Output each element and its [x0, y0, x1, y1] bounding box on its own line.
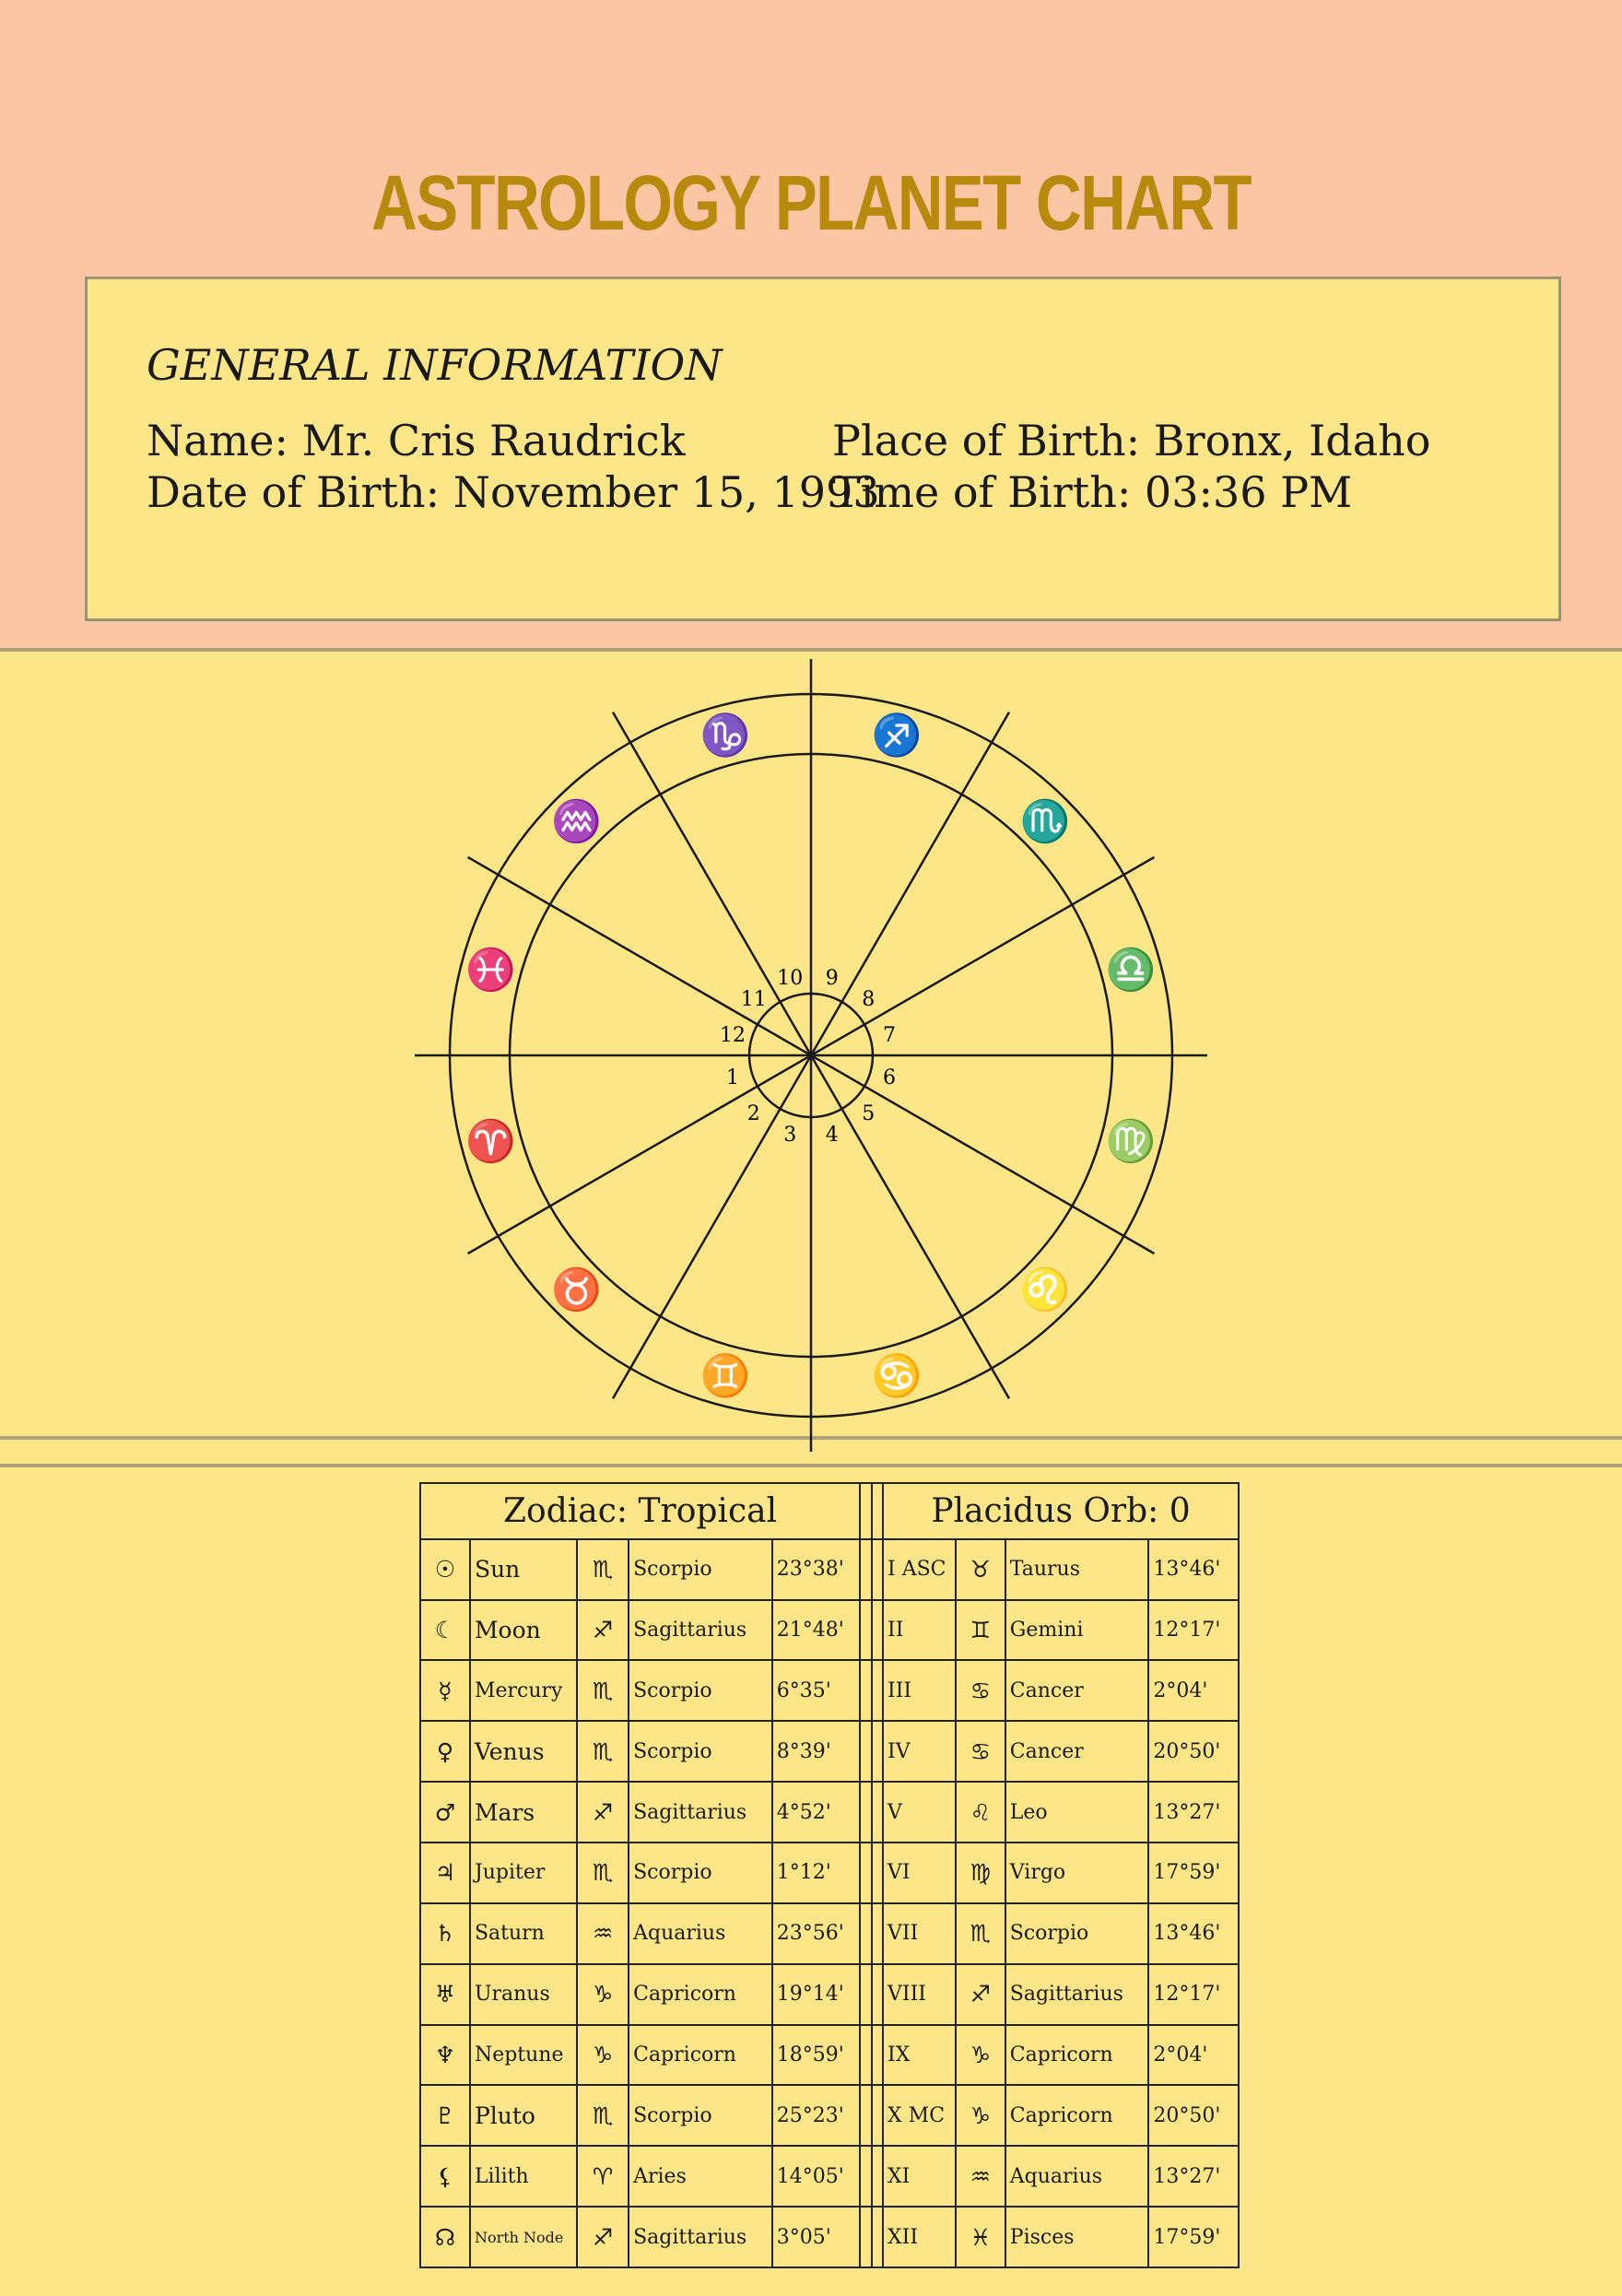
sign-name: Scorpio [629, 1721, 772, 1782]
spacer-cell [872, 1843, 883, 1903]
spacer-cell [860, 1539, 871, 1600]
house-number-label: 2 [746, 1102, 760, 1126]
house-degree: 17°59' [1148, 2207, 1239, 2267]
spacer-cell [872, 1782, 883, 1843]
planet-name: Neptune [470, 2025, 577, 2086]
spacer-cell [860, 1483, 871, 1539]
table-row [420, 2085, 1239, 2146]
house-sign-name: Gemini [1005, 1600, 1149, 1661]
gemini-icon: ♊ [699, 1352, 751, 1400]
house-sign-name: Cancer [1005, 1660, 1149, 1721]
house-degree: 12°17' [1148, 1964, 1239, 2025]
virgo-icon: ♍ [1105, 1118, 1157, 1166]
planet-name: Saturn [470, 1903, 577, 1964]
sign-name: Capricorn [629, 2025, 772, 2086]
sign-glyph-icon: ♏ [577, 1660, 629, 1721]
sign-glyph-icon: ♏ [577, 1721, 629, 1782]
house-number-label: 3 [783, 1124, 797, 1148]
degree: 23°56' [772, 1903, 860, 1964]
planet-glyph-icon: ☿ [420, 1660, 470, 1721]
spacer-cell [860, 1903, 871, 1964]
cancer-icon: ♋ [871, 1352, 923, 1400]
table-row [420, 1903, 1239, 1964]
house-degree: 20°50' [1148, 2085, 1239, 2146]
sagittarius-icon: ♐ [871, 712, 923, 759]
table-row [420, 2207, 1239, 2267]
sign-name: Sagittarius [629, 1782, 772, 1843]
degree: 6°35' [772, 1660, 860, 1721]
house-sign-glyph-icon: ♊ [956, 1600, 1005, 1661]
spacer-cell [872, 1600, 883, 1661]
sign-name: Sagittarius [629, 2207, 772, 2267]
spacer-cell [860, 1600, 871, 1661]
house-sign-glyph-icon: ♋ [956, 1721, 1005, 1782]
house-sign-glyph-icon: ♑ [956, 2025, 1005, 2086]
planet-glyph-icon: ♅ [420, 1964, 470, 2025]
house-number-label: 12 [719, 1024, 746, 1048]
house-number-label: 5 [862, 1102, 876, 1126]
libra-icon: ♎ [1105, 946, 1157, 994]
planet-glyph-icon: ☾ [420, 1600, 470, 1661]
house-sign-glyph-icon: ♐ [956, 1964, 1005, 2025]
house-sign-name: Leo [1005, 1782, 1149, 1843]
spacer-cell [872, 1483, 883, 1539]
spacer-cell [872, 1721, 883, 1782]
zodiac-header: Zodiac: Tropical [420, 1483, 860, 1539]
spacer-cell [872, 2207, 883, 2267]
planet-glyph-icon: ☊ [420, 2207, 470, 2267]
time-of-birth-field: Time of Birth: 03:36 PM [832, 467, 1353, 517]
spacer-cell [860, 1660, 871, 1721]
table-row [420, 2025, 1239, 2086]
house-degree: 13°27' [1148, 2146, 1239, 2207]
house-sign-glyph-icon: ♑ [956, 2085, 1005, 2146]
planet-glyph-icon: ♆ [420, 2025, 470, 2086]
house-degree: 2°04' [1148, 2025, 1239, 2086]
planet-name: Venus [470, 1721, 577, 1782]
sign-glyph-icon: ♐ [577, 1782, 629, 1843]
house-sign-name: Virgo [1005, 1843, 1149, 1903]
place-of-birth-field: Place of Birth: Bronx, Idaho [832, 416, 1431, 465]
house-number: III [883, 1660, 956, 1721]
degree: 4°52' [772, 1782, 860, 1843]
house-sign-glyph-icon: ♋ [956, 1660, 1005, 1721]
planet-glyph-icon: ☉ [420, 1539, 470, 1600]
planet-name: Mars [470, 1782, 577, 1843]
house-number-label: 8 [862, 987, 876, 1011]
table-row [420, 1600, 1239, 1661]
table-row [420, 1721, 1239, 1782]
degree: 3°05' [772, 2207, 860, 2267]
planet-name: Jupiter [470, 1843, 577, 1903]
house-degree: 17°59' [1148, 1843, 1239, 1903]
table-row [420, 2146, 1239, 2207]
spacer-cell [872, 2146, 883, 2207]
spacer-cell [860, 2025, 871, 2086]
house-degree: 20°50' [1148, 1721, 1239, 1782]
sign-name: Scorpio [629, 2085, 772, 2146]
spacer-cell [872, 1964, 883, 2025]
planet-glyph-icon: ♃ [420, 1843, 470, 1903]
house-degree: 12°17' [1148, 1600, 1239, 1661]
sign-glyph-icon: ♐ [577, 2207, 629, 2267]
aries-icon: ♈ [465, 1118, 517, 1166]
planet-name: Uranus [470, 1964, 577, 2025]
sign-name: Scorpio [629, 1660, 772, 1721]
spacer-cell [860, 2146, 871, 2207]
spacer-cell [872, 2025, 883, 2086]
planet-name: Pluto [470, 2085, 577, 2146]
house-sign-name: Cancer [1005, 1721, 1149, 1782]
name-field: Name: Mr. Cris Raudrick [147, 416, 686, 465]
house-number: XI [883, 2146, 956, 2207]
sign-name: Capricorn [629, 1964, 772, 2025]
table-row [420, 1782, 1239, 1843]
table-row [420, 1539, 1239, 1600]
house-degree: 2°04' [1148, 1660, 1239, 1721]
degree: 14°05' [772, 2146, 860, 2207]
degree: 21°48' [772, 1600, 860, 1661]
house-number: X MC [883, 2085, 956, 2146]
pisces-icon: ♓ [465, 946, 517, 994]
sign-name: Scorpio [629, 1843, 772, 1903]
house-number: V [883, 1782, 956, 1843]
planet-name: Sun [470, 1539, 577, 1600]
sign-name: Sagittarius [629, 1600, 772, 1661]
planet-name: Mercury [470, 1660, 577, 1721]
spacer-cell [860, 1721, 871, 1782]
planet-glyph-icon: ♂ [420, 1782, 470, 1843]
table-row [420, 1964, 1239, 2025]
sign-glyph-icon: ♏ [577, 2085, 629, 2146]
house-degree: 13°46' [1148, 1539, 1239, 1600]
house-sign-glyph-icon: ♍ [956, 1843, 1005, 1903]
house-sign-glyph-icon: ♓ [956, 2207, 1005, 2267]
planet-glyph-icon: ♀ [420, 1721, 470, 1782]
degree: 8°39' [772, 1721, 860, 1782]
house-sign-glyph-icon: ♒ [956, 2146, 1005, 2207]
capricorn-icon: ♑ [699, 712, 751, 759]
degree: 1°12' [772, 1843, 860, 1903]
planet-glyph-icon: ♄ [420, 1903, 470, 1964]
house-degree: 13°46' [1148, 1903, 1239, 1964]
house-sign-name: Scorpio [1005, 1903, 1149, 1964]
house-number-label: 11 [740, 987, 767, 1011]
sign-glyph-icon: ♑ [577, 1964, 629, 2025]
house-number: I ASC [883, 1539, 956, 1600]
sign-name: Scorpio [629, 1539, 772, 1600]
house-sign-name: Sagittarius [1005, 1964, 1149, 2025]
house-number: VI [883, 1843, 956, 1903]
spacer-cell [860, 2207, 871, 2267]
planet-table [419, 1482, 1240, 2268]
sign-glyph-icon: ♏ [577, 1843, 629, 1903]
planet-glyph-icon: ♇ [420, 2085, 470, 2146]
spacer-cell [860, 1964, 871, 2025]
house-number-label: 1 [725, 1066, 739, 1089]
house-number: VII [883, 1903, 956, 1964]
spacer-cell [872, 1539, 883, 1600]
house-sign-glyph-icon: ♌ [956, 1782, 1005, 1843]
spacer-cell [872, 1903, 883, 1964]
house-number-label: 10 [777, 966, 804, 990]
sign-glyph-icon: ♒ [577, 1903, 629, 1964]
degree: 23°38' [772, 1539, 860, 1600]
table-row [420, 1843, 1239, 1903]
taurus-icon: ♉ [551, 1266, 603, 1314]
house-number: IX [883, 2025, 956, 2086]
house-sign-name: Capricorn [1005, 2085, 1149, 2146]
house-number-label: 4 [825, 1124, 839, 1148]
house-number: XII [883, 2207, 956, 2267]
planet-name: Lilith [470, 2146, 577, 2207]
spacer-cell [860, 2085, 871, 2146]
house-number: II [883, 1600, 956, 1661]
planet-name: North Node [470, 2207, 577, 2267]
house-sign-name: Aquarius [1005, 2146, 1149, 2207]
scorpio-icon: ♏ [1019, 797, 1071, 845]
house-number: IV [883, 1721, 956, 1782]
spacer-cell [860, 1782, 871, 1843]
house-number: VIII [883, 1964, 956, 2025]
placidus-orb-header: Placidus Orb: 0 [883, 1483, 1239, 1539]
degree: 18°59' [772, 2025, 860, 2086]
sign-name: Aries [629, 2146, 772, 2207]
planet-name: Moon [470, 1600, 577, 1661]
house-sign-name: Pisces [1005, 2207, 1149, 2267]
sign-name: Aquarius [629, 1903, 772, 1964]
degree: 19°14' [772, 1964, 860, 2025]
house-sign-glyph-icon: ♉ [956, 1539, 1005, 1600]
spacer-cell [872, 2085, 883, 2146]
page-title: ASTROLOGY PLANET CHART [371, 159, 1251, 246]
spacer-cell [872, 1660, 883, 1721]
house-number-label: 9 [825, 966, 839, 990]
sign-glyph-icon: ♏ [577, 1539, 629, 1600]
house-sign-name: Taurus [1005, 1539, 1149, 1600]
table-row [420, 1660, 1239, 1721]
house-number-label: 6 [883, 1066, 897, 1089]
degree: 25°23' [772, 2085, 860, 2146]
house-sign-name: Capricorn [1005, 2025, 1149, 2086]
house-degree: 13°27' [1148, 1782, 1239, 1843]
house-sign-glyph-icon: ♏ [956, 1903, 1005, 1964]
general-information-heading: GENERAL INFORMATION [147, 340, 723, 390]
sign-glyph-icon: ♑ [577, 2025, 629, 2086]
aquarius-icon: ♒ [551, 797, 603, 845]
date-of-birth-field: Date of Birth: November 15, 1993 [147, 467, 880, 517]
leo-icon: ♌ [1019, 1266, 1071, 1314]
spacer-cell [860, 1843, 871, 1903]
sign-glyph-icon: ♐ [577, 1600, 629, 1661]
planet-glyph-icon: ⚸ [420, 2146, 470, 2207]
house-number-label: 7 [883, 1024, 897, 1048]
sign-glyph-icon: ♈ [577, 2146, 629, 2207]
